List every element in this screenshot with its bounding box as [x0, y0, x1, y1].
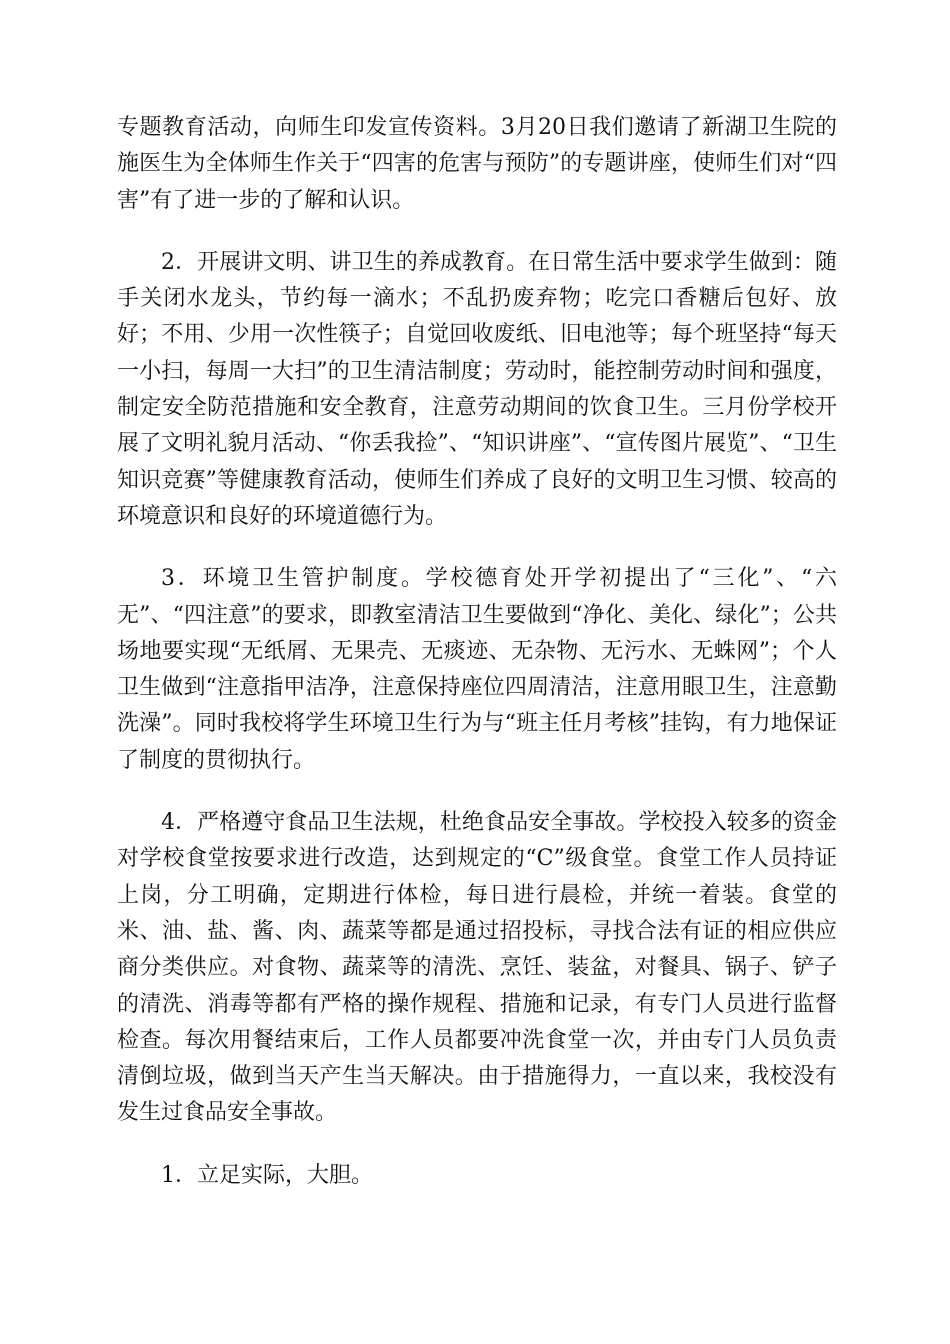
paragraph-civility-education: 2．开展讲文明、讲卫生的养成教育。在日常生活中要求学生做到：随手关闭水龙头，节约每一滴水；不乱扔废弃物；吃完口香糖后包好、放好；不用、少用一次性筷子；自觉回收废纸、旧电池等；每个班坚持“每天一小扫，每周一大扫”的卫生清洁制度；劳动时，能控制劳动时间和强度，制定安全防范措施和安全教育，注意劳动期间的饮食卫生。三月份学校开展了文明礼貌月活动、“你丢我捡”、“知识讲座”、“宣传图片展览”、“卫生知识竞赛”等健康教育活动，使师生们养成了良好的文明卫生习惯、较高的环境意识和良好的环境道德行为。 — [117, 249, 837, 529]
document-body — [117, 110, 837, 1220]
paragraph-health-lecture: 专题教育活动，向师生印发宣传资料。3月20日我们邀请了新湖卫生院的施医生为全体师生作关于“四害的危害与预防”的专题讲座，使师生们对“四害”有了进一步的了解和认识。 — [117, 115, 837, 213]
paragraph-environment-rules: 3．环境卫生管护制度。学校德育处开学初提出了“三化”、“六无”、“四注意”的要求，即教室清洁卫生要做到“净化、美化、绿化”；公共场地要实现“无纸屑、无果壳、无痰迹、无杂物、无污水、无蛛网”；个人卫生做到“注意指甲洁净，注意保持座位四周清洁，注意用眼卫生，注意勤洗澡”。同时我校将学生环境卫生行为与“班主任月考核”挂钩，有力地保证了制度的贯彻执行。 — [117, 566, 837, 773]
paragraph-list-item-start: 1．立足实际，大胆。 — [161, 1162, 373, 1188]
paragraph-food-safety: 4．严格遵守食品卫生法规，杜绝食品安全事故。学校投入较多的资金对学校食堂按要求进行改造，达到规定的“C”级食堂。食堂工作人员持证上岗，分工明确，定期进行体检，每日进行晨检，并统一着装。食堂的米、油、盐、酱、肉、蔬菜等都是通过招投标，寻找合法有证的相应供应商分类供应。对食物、蔬菜等的清洗、烹饪、装盆，对餐具、锅子、铲子的清洗、消毒等都有严格的操作规程、措施和记录，有专门人员进行监督检查。每次用餐结束后，工作人员都要冲洗食堂一次，并由专门人员负责清倒垃圾，做到当天产生当天解决。由于措施得力，一直以来，我校没有发生过食品安全事故。 — [117, 810, 837, 1126]
